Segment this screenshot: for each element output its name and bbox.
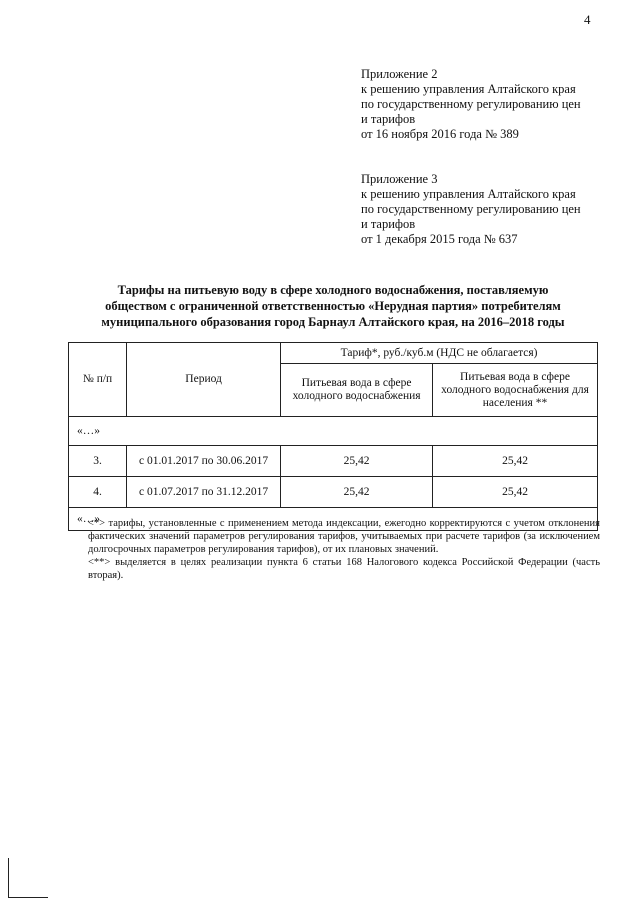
appendix-2-line: к решению управления Алтайского края <box>361 82 576 96</box>
appendix-3-block <box>361 172 621 247</box>
cell-num: 4. <box>69 477 127 508</box>
table-row-ellipsis-top <box>69 417 598 446</box>
appendix-3-line: от 1 декабря 2015 года № 637 <box>361 232 518 246</box>
document-title <box>62 282 604 330</box>
cell-tariff1: 25,42 <box>281 446 433 477</box>
header-col2: Питьевая вода в сфере холодного водоснабжения для населения ** <box>433 364 598 417</box>
title-line: обществом с ограниченной ответственностью «Нерудная партия» потребителям <box>105 299 561 313</box>
footnotes <box>88 517 600 582</box>
scan-edge-mark <box>8 858 9 898</box>
cell-period: с 01.07.2017 по 31.12.2017 <box>127 477 281 508</box>
page-number: 4 <box>584 12 591 27</box>
table-header-row <box>69 343 598 364</box>
appendix-3-line: Приложение 3 <box>361 172 438 186</box>
appendix-3-line: и тарифов <box>361 217 416 231</box>
tariff-table <box>68 342 598 531</box>
header-tariff: Тариф*, руб./куб.м (НДС не облагается) <box>281 343 598 364</box>
ellipsis-cell: «…» <box>69 508 598 531</box>
header-num: № п/п <box>69 343 127 417</box>
table-row <box>69 446 598 477</box>
title-line: муниципального образования город Барнаул Алтайского края, на 2016–2018 годы <box>101 315 565 329</box>
appendix-3-line: по государственному регулированию цен <box>361 202 581 216</box>
footnote-2: <**> выделяется в целях реализации пункта 6 статьи 168 Налогового кодекса Российской Федерации (часть вторая). <box>88 557 600 581</box>
cell-tariff1: 25,42 <box>281 477 433 508</box>
footnote-1: <*> тарифы, установленные с применением метода индексации, ежегодно корректируются с учетом отклонения фактических значений параметров регулирования тарифов, учитываемых при расчете тарифов (за исключением долгосрочных параметров регулирования тарифов), от их плановых значений. <box>88 518 600 555</box>
scan-edge-mark <box>8 897 48 898</box>
cell-tariff2: 25,42 <box>433 446 598 477</box>
appendix-2-block <box>361 67 621 142</box>
appendix-2-line: по государственному регулированию цен <box>361 97 581 111</box>
header-period: Период <box>127 343 281 417</box>
appendix-2-line: Приложение 2 <box>361 67 438 81</box>
ellipsis-cell: «…» <box>69 417 598 446</box>
cell-period: с 01.01.2017 по 30.06.2017 <box>127 446 281 477</box>
title-line: Тарифы на питьевую воду в сфере холодного водоснабжения, поставляемую <box>117 283 549 297</box>
appendix-2-line: от 16 ноября 2016 года № 389 <box>361 127 519 141</box>
appendix-2-line: и тарифов <box>361 112 416 126</box>
cell-num: 3. <box>69 446 127 477</box>
header-col1: Питьевая вода в сфере холодного водоснабжения <box>281 364 433 417</box>
appendix-3-line: к решению управления Алтайского края <box>361 187 576 201</box>
cell-tariff2: 25,42 <box>433 477 598 508</box>
table-row <box>69 477 598 508</box>
